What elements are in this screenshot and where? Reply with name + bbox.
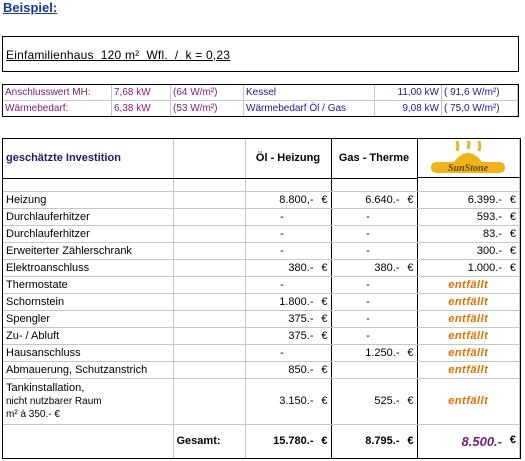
gas-value: 1.250.- € <box>331 344 417 361</box>
info-table <box>2 84 519 117</box>
gas-value: - <box>331 208 417 225</box>
table-row <box>3 378 520 424</box>
row-spacer <box>173 225 245 242</box>
gas-value: - <box>331 225 417 242</box>
row-label: Zu- / Abluft <box>3 327 173 344</box>
oil-value: 375.- € <box>245 327 331 344</box>
sunstone-value: 593.- € <box>417 208 520 225</box>
header-gas: Gas - Therme <box>331 139 417 178</box>
gas-value: 380.- € <box>331 259 417 276</box>
table-row <box>3 361 520 378</box>
oil-value: - <box>245 242 331 259</box>
info-row <box>3 85 518 101</box>
oil-value: 1.800.- € <box>245 293 331 310</box>
sunstone-value: entfällt <box>417 378 520 424</box>
header-oil: Öl - Heizung <box>245 139 331 178</box>
oil-value: 3.150.- € <box>245 378 331 424</box>
row-spacer <box>173 344 245 361</box>
sunstone-total: 8.500.- € <box>417 424 520 458</box>
gas-value: 6.640.- € <box>331 192 417 209</box>
oil-value: 375.- € <box>245 310 331 327</box>
row-spacer <box>173 310 245 327</box>
row-label: Durchlauferhitzer <box>3 225 173 242</box>
oil-value: - <box>245 208 331 225</box>
info-value: 11,00 kW <box>375 85 442 101</box>
row-spacer <box>173 242 245 259</box>
row-spacer <box>173 276 245 293</box>
gas-value: 525.- € <box>331 378 417 424</box>
info-label: Wärmebedarf Öl / Gas <box>244 101 375 117</box>
info-percent: (53 W/m²) <box>171 101 244 117</box>
row-label: Erweiterter Zählerschrank <box>3 242 173 259</box>
svg-text:SunStone: SunStone <box>447 163 489 174</box>
info-percent: ( 91,6 W/m²) <box>442 85 518 101</box>
table-row <box>3 276 520 293</box>
row-spacer <box>173 327 245 344</box>
sunstone-value: entfällt <box>417 344 520 361</box>
sunstone-value: entfällt <box>417 276 520 293</box>
info-label: Wärmebedarf: <box>3 101 112 117</box>
row-label: Tankinstallation, nicht nutzbarer Raum m² à 350.- € <box>3 378 173 424</box>
sunstone-value: entfällt <box>417 310 520 327</box>
row-label: Durchlauferhitzer <box>3 208 173 225</box>
sunstone-value: 83.- € <box>417 225 520 242</box>
oil-value: - <box>245 276 331 293</box>
row-label: Schornstein <box>3 293 173 310</box>
sunstone-logo <box>418 139 520 178</box>
row-label: Heizung <box>3 192 173 209</box>
gas-value: - <box>331 293 417 310</box>
gas-value: - <box>331 276 417 293</box>
total-label: Gesamt: <box>173 424 245 458</box>
row-label: Thermostate <box>3 276 173 293</box>
info-label: Anschlusswert MH: <box>3 85 112 101</box>
sunstone-value: entfällt <box>417 293 520 310</box>
info-value: 9,08 kW <box>375 101 442 117</box>
row-spacer <box>173 208 245 225</box>
row-label: Abmauerung, Schutzanstrich <box>3 361 173 378</box>
oil-value: - <box>245 225 331 242</box>
table-row <box>3 344 520 361</box>
page-title: Beispiel: <box>3 0 58 15</box>
row-spacer <box>173 293 245 310</box>
sun-logo-icon <box>423 141 513 175</box>
table-row <box>3 225 520 242</box>
table-row <box>3 327 520 344</box>
oil-value: 380.- € <box>245 259 331 276</box>
sunstone-value: 300.- € <box>417 242 520 259</box>
house-description: Einfamilienhaus 120 m² Wfl. / k = 0,23 <box>6 48 231 62</box>
total-row <box>3 424 520 458</box>
info-label: Kessel <box>244 85 375 101</box>
sunstone-value: 6.399.- € <box>417 192 520 209</box>
oil-value: 8.800,- € <box>245 192 331 209</box>
oil-value: 850.- € <box>245 361 331 378</box>
info-row <box>3 101 518 117</box>
table-row <box>3 208 520 225</box>
oil-total: 15.780.- € <box>245 424 331 458</box>
table-row <box>3 259 520 276</box>
table-row <box>3 310 520 327</box>
gas-value: - <box>331 310 417 327</box>
row-spacer <box>173 192 245 209</box>
investment-table <box>2 138 521 459</box>
gas-value: - <box>331 242 417 259</box>
gas-value <box>331 361 417 378</box>
info-percent: (64 W/m²) <box>171 85 244 101</box>
table-row <box>3 192 520 209</box>
info-percent: ( 75,0 W/m²) <box>442 101 518 117</box>
gas-total: 8.795.- € <box>331 424 417 458</box>
table-row <box>3 293 520 310</box>
table-header <box>3 139 520 178</box>
row-spacer <box>173 259 245 276</box>
info-value: 7,68 kW <box>112 85 171 101</box>
gas-value: - <box>331 327 417 344</box>
sunstone-value: 1.000.- € <box>417 259 520 276</box>
row-spacer <box>173 361 245 378</box>
info-value: 6,38 kW <box>112 101 171 117</box>
sunstone-value: entfällt <box>417 361 520 378</box>
row-label: Hausanschluss <box>3 344 173 361</box>
header-label: geschätzte Investition <box>3 139 173 178</box>
sunstone-value: entfällt <box>417 327 520 344</box>
row-label: Elektroanschluss <box>3 259 173 276</box>
oil-value: - <box>245 344 331 361</box>
table-row <box>3 242 520 259</box>
row-label: Spengler <box>3 310 173 327</box>
